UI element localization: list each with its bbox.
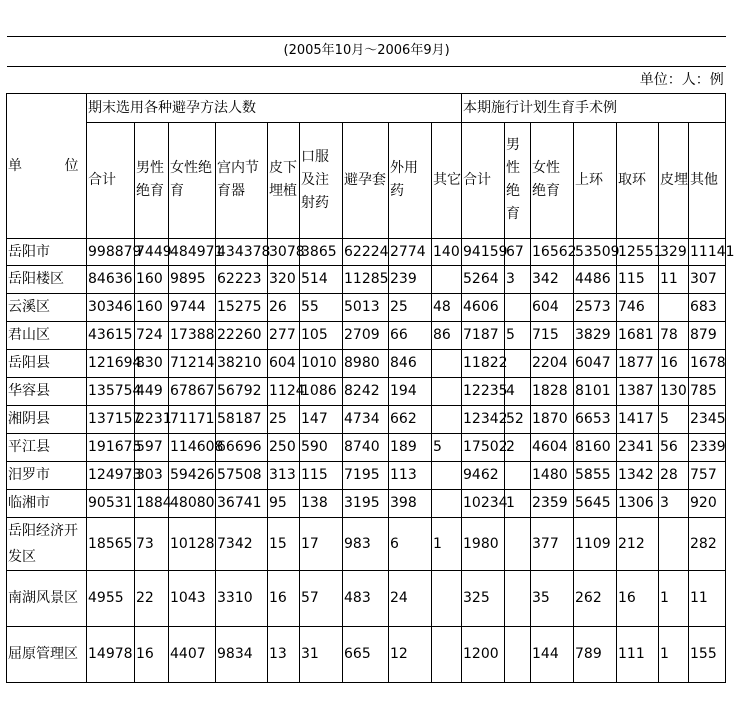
table-cell: 514 bbox=[300, 265, 343, 293]
table-cell: 3829 bbox=[574, 321, 617, 349]
table-cell: 4734 bbox=[343, 405, 389, 433]
table-cell: 189 bbox=[389, 433, 432, 461]
table-cell: 277 bbox=[268, 321, 300, 349]
row-unit-label: 屈原管理区 bbox=[7, 626, 87, 682]
row-unit-label: 岳阳市 bbox=[7, 238, 87, 265]
table-cell: 144 bbox=[531, 626, 574, 682]
table-row bbox=[7, 517, 726, 570]
table-cell bbox=[505, 570, 531, 626]
table-cell: 17388 bbox=[169, 321, 216, 349]
table-cell: 2339 bbox=[689, 433, 726, 461]
table-cell: 9462 bbox=[462, 461, 505, 489]
table-cell: 59426 bbox=[169, 461, 216, 489]
table-cell: 724 bbox=[135, 321, 169, 349]
row-unit-label: 平江县 bbox=[7, 433, 87, 461]
table-cell: 7342 bbox=[216, 517, 268, 570]
column-header-7: 避孕套 bbox=[343, 122, 389, 238]
table-cell: 2359 bbox=[531, 489, 574, 517]
table-cell: 8160 bbox=[574, 433, 617, 461]
table-cell: 53509 bbox=[574, 238, 617, 265]
period-caption: (2005年10月～2006年9月) bbox=[7, 36, 726, 66]
table-cell: 212 bbox=[617, 517, 659, 570]
table-cell: 38210 bbox=[216, 349, 268, 377]
table-cell: 36741 bbox=[216, 489, 268, 517]
table-cell: 56 bbox=[659, 433, 689, 461]
table-cell: 12342 bbox=[462, 405, 505, 433]
table-cell: 983 bbox=[343, 517, 389, 570]
table-cell: 11285 bbox=[343, 265, 389, 293]
table-cell: 3195 bbox=[343, 489, 389, 517]
table-cell: 449 bbox=[135, 377, 169, 405]
table-cell: 16 bbox=[135, 626, 169, 682]
table-cell: 124973 bbox=[87, 461, 135, 489]
table-cell: 11822 bbox=[462, 349, 505, 377]
table-cell: 1681 bbox=[617, 321, 659, 349]
table-cell: 22260 bbox=[216, 321, 268, 349]
table-cell: 6047 bbox=[574, 349, 617, 377]
table-cell bbox=[432, 405, 462, 433]
table-cell: 2231 bbox=[135, 405, 169, 433]
table-cell: 137157 bbox=[87, 405, 135, 433]
table-cell: 1417 bbox=[617, 405, 659, 433]
table-cell bbox=[432, 461, 462, 489]
column-header-11: 男性绝育 bbox=[505, 122, 531, 238]
table-cell: 84636 bbox=[87, 265, 135, 293]
row-unit-label: 临湘市 bbox=[7, 489, 87, 517]
table-cell: 662 bbox=[389, 405, 432, 433]
table-cell: 239 bbox=[389, 265, 432, 293]
table-cell: 16 bbox=[268, 570, 300, 626]
table-cell: 2341 bbox=[617, 433, 659, 461]
table-cell: 48080 bbox=[169, 489, 216, 517]
table-cell: 1828 bbox=[531, 377, 574, 405]
table-cell: 604 bbox=[268, 349, 300, 377]
table-cell: 121694 bbox=[87, 349, 135, 377]
table-cell: 2774 bbox=[389, 238, 432, 265]
table-cell: 846 bbox=[389, 349, 432, 377]
table-cell: 15275 bbox=[216, 293, 268, 321]
table-cell: 140 bbox=[432, 238, 462, 265]
surgery-group-header: 本期施行计划生育手术例 bbox=[462, 93, 726, 122]
table-cell bbox=[432, 377, 462, 405]
table-cell bbox=[432, 570, 462, 626]
table-cell: 130 bbox=[659, 377, 689, 405]
table-cell: 66 bbox=[389, 321, 432, 349]
table-cell: 5645 bbox=[574, 489, 617, 517]
table-cell: 160 bbox=[135, 265, 169, 293]
table-cell: 11 bbox=[689, 570, 726, 626]
table-cell: 303 bbox=[135, 461, 169, 489]
table-cell bbox=[505, 349, 531, 377]
table-cell: 15 bbox=[268, 517, 300, 570]
table-cell: 58187 bbox=[216, 405, 268, 433]
table-row bbox=[7, 265, 726, 293]
table-cell: 11 bbox=[659, 265, 689, 293]
table-cell: 998879 bbox=[87, 238, 135, 265]
table-cell: 71171 bbox=[169, 405, 216, 433]
table-cell: 4 bbox=[505, 377, 531, 405]
table-cell: 313 bbox=[268, 461, 300, 489]
table-row bbox=[7, 461, 726, 489]
table-cell bbox=[505, 517, 531, 570]
table-cell: 2 bbox=[505, 433, 531, 461]
table-cell: 1200 bbox=[462, 626, 505, 682]
table-row bbox=[7, 377, 726, 405]
table-cell: 17502 bbox=[462, 433, 505, 461]
table-cell: 2573 bbox=[574, 293, 617, 321]
table-cell: 25 bbox=[268, 405, 300, 433]
table-cell bbox=[505, 461, 531, 489]
table-cell: 73 bbox=[135, 517, 169, 570]
table-cell: 113 bbox=[389, 461, 432, 489]
column-header-3: 女性绝育 bbox=[169, 122, 216, 238]
table-cell: 9744 bbox=[169, 293, 216, 321]
table-cell: 12235 bbox=[462, 377, 505, 405]
row-unit-label: 湘阴县 bbox=[7, 405, 87, 433]
table-cell: 757 bbox=[689, 461, 726, 489]
table-cell: 31 bbox=[300, 626, 343, 682]
table-cell: 2345 bbox=[689, 405, 726, 433]
row-unit-label: 君山区 bbox=[7, 321, 87, 349]
row-unit-label: 岳阳县 bbox=[7, 349, 87, 377]
table-cell: 1086 bbox=[300, 377, 343, 405]
table-cell: 5 bbox=[505, 321, 531, 349]
table-cell: 484971 bbox=[169, 238, 216, 265]
table-cell: 604 bbox=[531, 293, 574, 321]
table-cell bbox=[432, 626, 462, 682]
table-cell: 78 bbox=[659, 321, 689, 349]
table-cell bbox=[505, 293, 531, 321]
contraception-group-header: 期末选用各种避孕方法人数 bbox=[87, 93, 462, 122]
column-header-16: 其他 bbox=[689, 122, 726, 238]
table-cell: 1884 bbox=[135, 489, 169, 517]
table-cell: 1010 bbox=[300, 349, 343, 377]
table-cell: 115 bbox=[617, 265, 659, 293]
unit-row bbox=[7, 66, 726, 93]
table-row bbox=[7, 570, 726, 626]
family-planning-table bbox=[6, 6, 735, 683]
table-cell: 43615 bbox=[87, 321, 135, 349]
table-cell: 4955 bbox=[87, 570, 135, 626]
table-cell: 920 bbox=[689, 489, 726, 517]
table-cell: 4606 bbox=[462, 293, 505, 321]
table-cell: 879 bbox=[689, 321, 726, 349]
table-cell: 5013 bbox=[343, 293, 389, 321]
table-cell: 1 bbox=[659, 626, 689, 682]
table-cell: 1109 bbox=[574, 517, 617, 570]
table-cell: 2709 bbox=[343, 321, 389, 349]
table-cell: 342 bbox=[531, 265, 574, 293]
table-cell: 1 bbox=[659, 570, 689, 626]
table-cell: 1306 bbox=[617, 489, 659, 517]
table-cell: 250 bbox=[268, 433, 300, 461]
table-cell: 785 bbox=[689, 377, 726, 405]
table-cell bbox=[432, 489, 462, 517]
column-header-10: 合计 bbox=[462, 122, 505, 238]
table-cell: 282 bbox=[689, 517, 726, 570]
table-cell: 3078 bbox=[268, 238, 300, 265]
table-cell: 3310 bbox=[216, 570, 268, 626]
table-cell bbox=[432, 349, 462, 377]
table-cell: 138 bbox=[300, 489, 343, 517]
table-cell: 8101 bbox=[574, 377, 617, 405]
table-cell: 307 bbox=[689, 265, 726, 293]
table-cell: 48 bbox=[432, 293, 462, 321]
table-cell bbox=[659, 517, 689, 570]
table-cell: 262 bbox=[574, 570, 617, 626]
table-cell: 1043 bbox=[169, 570, 216, 626]
column-header-row bbox=[7, 122, 726, 238]
table-cell: 483 bbox=[343, 570, 389, 626]
table-cell: 329 bbox=[659, 238, 689, 265]
table-row bbox=[7, 405, 726, 433]
table-cell: 66696 bbox=[216, 433, 268, 461]
column-header-6: 口服及注射药 bbox=[300, 122, 343, 238]
row-unit-label: 南湖风景区 bbox=[7, 570, 87, 626]
table-row bbox=[7, 293, 726, 321]
table-cell: 18565 bbox=[87, 517, 135, 570]
table-cell: 71214 bbox=[169, 349, 216, 377]
column-header-15: 皮埋 bbox=[659, 122, 689, 238]
table-cell: 111 bbox=[617, 626, 659, 682]
table-cell: 1980 bbox=[462, 517, 505, 570]
table-cell: 86 bbox=[432, 321, 462, 349]
table-cell: 147 bbox=[300, 405, 343, 433]
table-cell: 24 bbox=[389, 570, 432, 626]
table-cell: 35 bbox=[531, 570, 574, 626]
table-cell: 4604 bbox=[531, 433, 574, 461]
unit-caption: 单位：人：例 bbox=[7, 66, 726, 93]
table-cell: 1387 bbox=[617, 377, 659, 405]
unit-column-header: 单 位 bbox=[7, 93, 87, 238]
table-cell: 194 bbox=[389, 377, 432, 405]
statistics-table-sheet bbox=[6, 6, 735, 718]
table-cell: 590 bbox=[300, 433, 343, 461]
table-cell: 683 bbox=[689, 293, 726, 321]
table-cell: 67 bbox=[505, 238, 531, 265]
row-unit-label: 汨罗市 bbox=[7, 461, 87, 489]
table-cell: 1 bbox=[432, 517, 462, 570]
table-cell: 398 bbox=[389, 489, 432, 517]
table-cell bbox=[432, 265, 462, 293]
column-header-9: 其它 bbox=[432, 122, 462, 238]
table-cell: 25 bbox=[389, 293, 432, 321]
table-cell: 56792 bbox=[216, 377, 268, 405]
table-cell: 8980 bbox=[343, 349, 389, 377]
table-cell: 3 bbox=[659, 489, 689, 517]
table-cell: 325 bbox=[462, 570, 505, 626]
row-unit-label: 岳阳经济开发区 bbox=[7, 517, 87, 570]
table-row bbox=[7, 626, 726, 682]
table-cell: 2204 bbox=[531, 349, 574, 377]
table-cell: 5 bbox=[659, 405, 689, 433]
table-cell: 62224 bbox=[343, 238, 389, 265]
table-cell: 6653 bbox=[574, 405, 617, 433]
table-cell: 830 bbox=[135, 349, 169, 377]
table-cell: 10234 bbox=[462, 489, 505, 517]
table-cell bbox=[659, 293, 689, 321]
column-header-8: 外用药 bbox=[389, 122, 432, 238]
table-cell: 3 bbox=[505, 265, 531, 293]
table-cell: 1678 bbox=[689, 349, 726, 377]
table-cell: 26 bbox=[268, 293, 300, 321]
table-row bbox=[7, 349, 726, 377]
table-cell: 22 bbox=[135, 570, 169, 626]
table-cell: 94159 bbox=[462, 238, 505, 265]
table-cell bbox=[505, 626, 531, 682]
table-cell: 14978 bbox=[87, 626, 135, 682]
column-header-13: 上环 bbox=[574, 122, 617, 238]
table-cell: 16 bbox=[659, 349, 689, 377]
table-cell: 57 bbox=[300, 570, 343, 626]
table-cell: 135754 bbox=[87, 377, 135, 405]
table-cell: 67867 bbox=[169, 377, 216, 405]
table-cell: 10128 bbox=[169, 517, 216, 570]
table-cell: 789 bbox=[574, 626, 617, 682]
table-cell: 1342 bbox=[617, 461, 659, 489]
table-row bbox=[7, 433, 726, 461]
table-cell: 30346 bbox=[87, 293, 135, 321]
table-cell: 320 bbox=[268, 265, 300, 293]
table-cell: 62223 bbox=[216, 265, 268, 293]
table-cell: 115 bbox=[300, 461, 343, 489]
table-cell: 434378 bbox=[216, 238, 268, 265]
column-header-12: 女性绝育 bbox=[531, 122, 574, 238]
table-cell: 57508 bbox=[216, 461, 268, 489]
table-cell: 7187 bbox=[462, 321, 505, 349]
table-cell: 17 bbox=[300, 517, 343, 570]
column-header-1: 合计 bbox=[87, 122, 135, 238]
table-row bbox=[7, 238, 726, 265]
column-header-2: 男性绝育 bbox=[135, 122, 169, 238]
table-cell: 1870 bbox=[531, 405, 574, 433]
column-header-5: 皮下埋植 bbox=[268, 122, 300, 238]
table-cell: 114608 bbox=[169, 433, 216, 461]
table-cell: 11141 bbox=[689, 238, 726, 265]
table-cell: 90531 bbox=[87, 489, 135, 517]
period-row bbox=[7, 36, 726, 66]
table-cell: 4407 bbox=[169, 626, 216, 682]
column-header-14: 取环 bbox=[617, 122, 659, 238]
table-cell: 1480 bbox=[531, 461, 574, 489]
table-cell: 5855 bbox=[574, 461, 617, 489]
table-cell: 8740 bbox=[343, 433, 389, 461]
table-cell: 597 bbox=[135, 433, 169, 461]
table-cell: 1124 bbox=[268, 377, 300, 405]
table-cell: 1 bbox=[505, 489, 531, 517]
table-cell: 16562 bbox=[531, 238, 574, 265]
table-cell: 6 bbox=[389, 517, 432, 570]
table-cell: 12551 bbox=[617, 238, 659, 265]
table-cell: 746 bbox=[617, 293, 659, 321]
table-cell: 12 bbox=[389, 626, 432, 682]
row-unit-label: 岳阳楼区 bbox=[7, 265, 87, 293]
table-cell: 28 bbox=[659, 461, 689, 489]
table-cell: 7449 bbox=[135, 238, 169, 265]
column-header-4: 宫内节育器 bbox=[216, 122, 268, 238]
table-row bbox=[7, 321, 726, 349]
table-cell: 191675 bbox=[87, 433, 135, 461]
table-cell: 665 bbox=[343, 626, 389, 682]
table-cell: 16 bbox=[617, 570, 659, 626]
table-cell: 715 bbox=[531, 321, 574, 349]
table-cell: 4486 bbox=[574, 265, 617, 293]
table-cell: 52 bbox=[505, 405, 531, 433]
table-cell: 105 bbox=[300, 321, 343, 349]
table-cell: 3865 bbox=[300, 238, 343, 265]
table-cell: 155 bbox=[689, 626, 726, 682]
blank-top-row bbox=[7, 6, 726, 36]
table-cell: 160 bbox=[135, 293, 169, 321]
table-cell: 9834 bbox=[216, 626, 268, 682]
group-header-row bbox=[7, 93, 726, 122]
table-cell: 95 bbox=[268, 489, 300, 517]
table-cell: 7195 bbox=[343, 461, 389, 489]
table-cell: 55 bbox=[300, 293, 343, 321]
table-cell: 9895 bbox=[169, 265, 216, 293]
table-row bbox=[7, 489, 726, 517]
row-unit-label: 华容县 bbox=[7, 377, 87, 405]
row-unit-label: 云溪区 bbox=[7, 293, 87, 321]
table-cell: 5 bbox=[432, 433, 462, 461]
table-cell: 377 bbox=[531, 517, 574, 570]
table-cell: 1877 bbox=[617, 349, 659, 377]
table-cell: 5264 bbox=[462, 265, 505, 293]
table-cell: 8242 bbox=[343, 377, 389, 405]
table-cell: 13 bbox=[268, 626, 300, 682]
